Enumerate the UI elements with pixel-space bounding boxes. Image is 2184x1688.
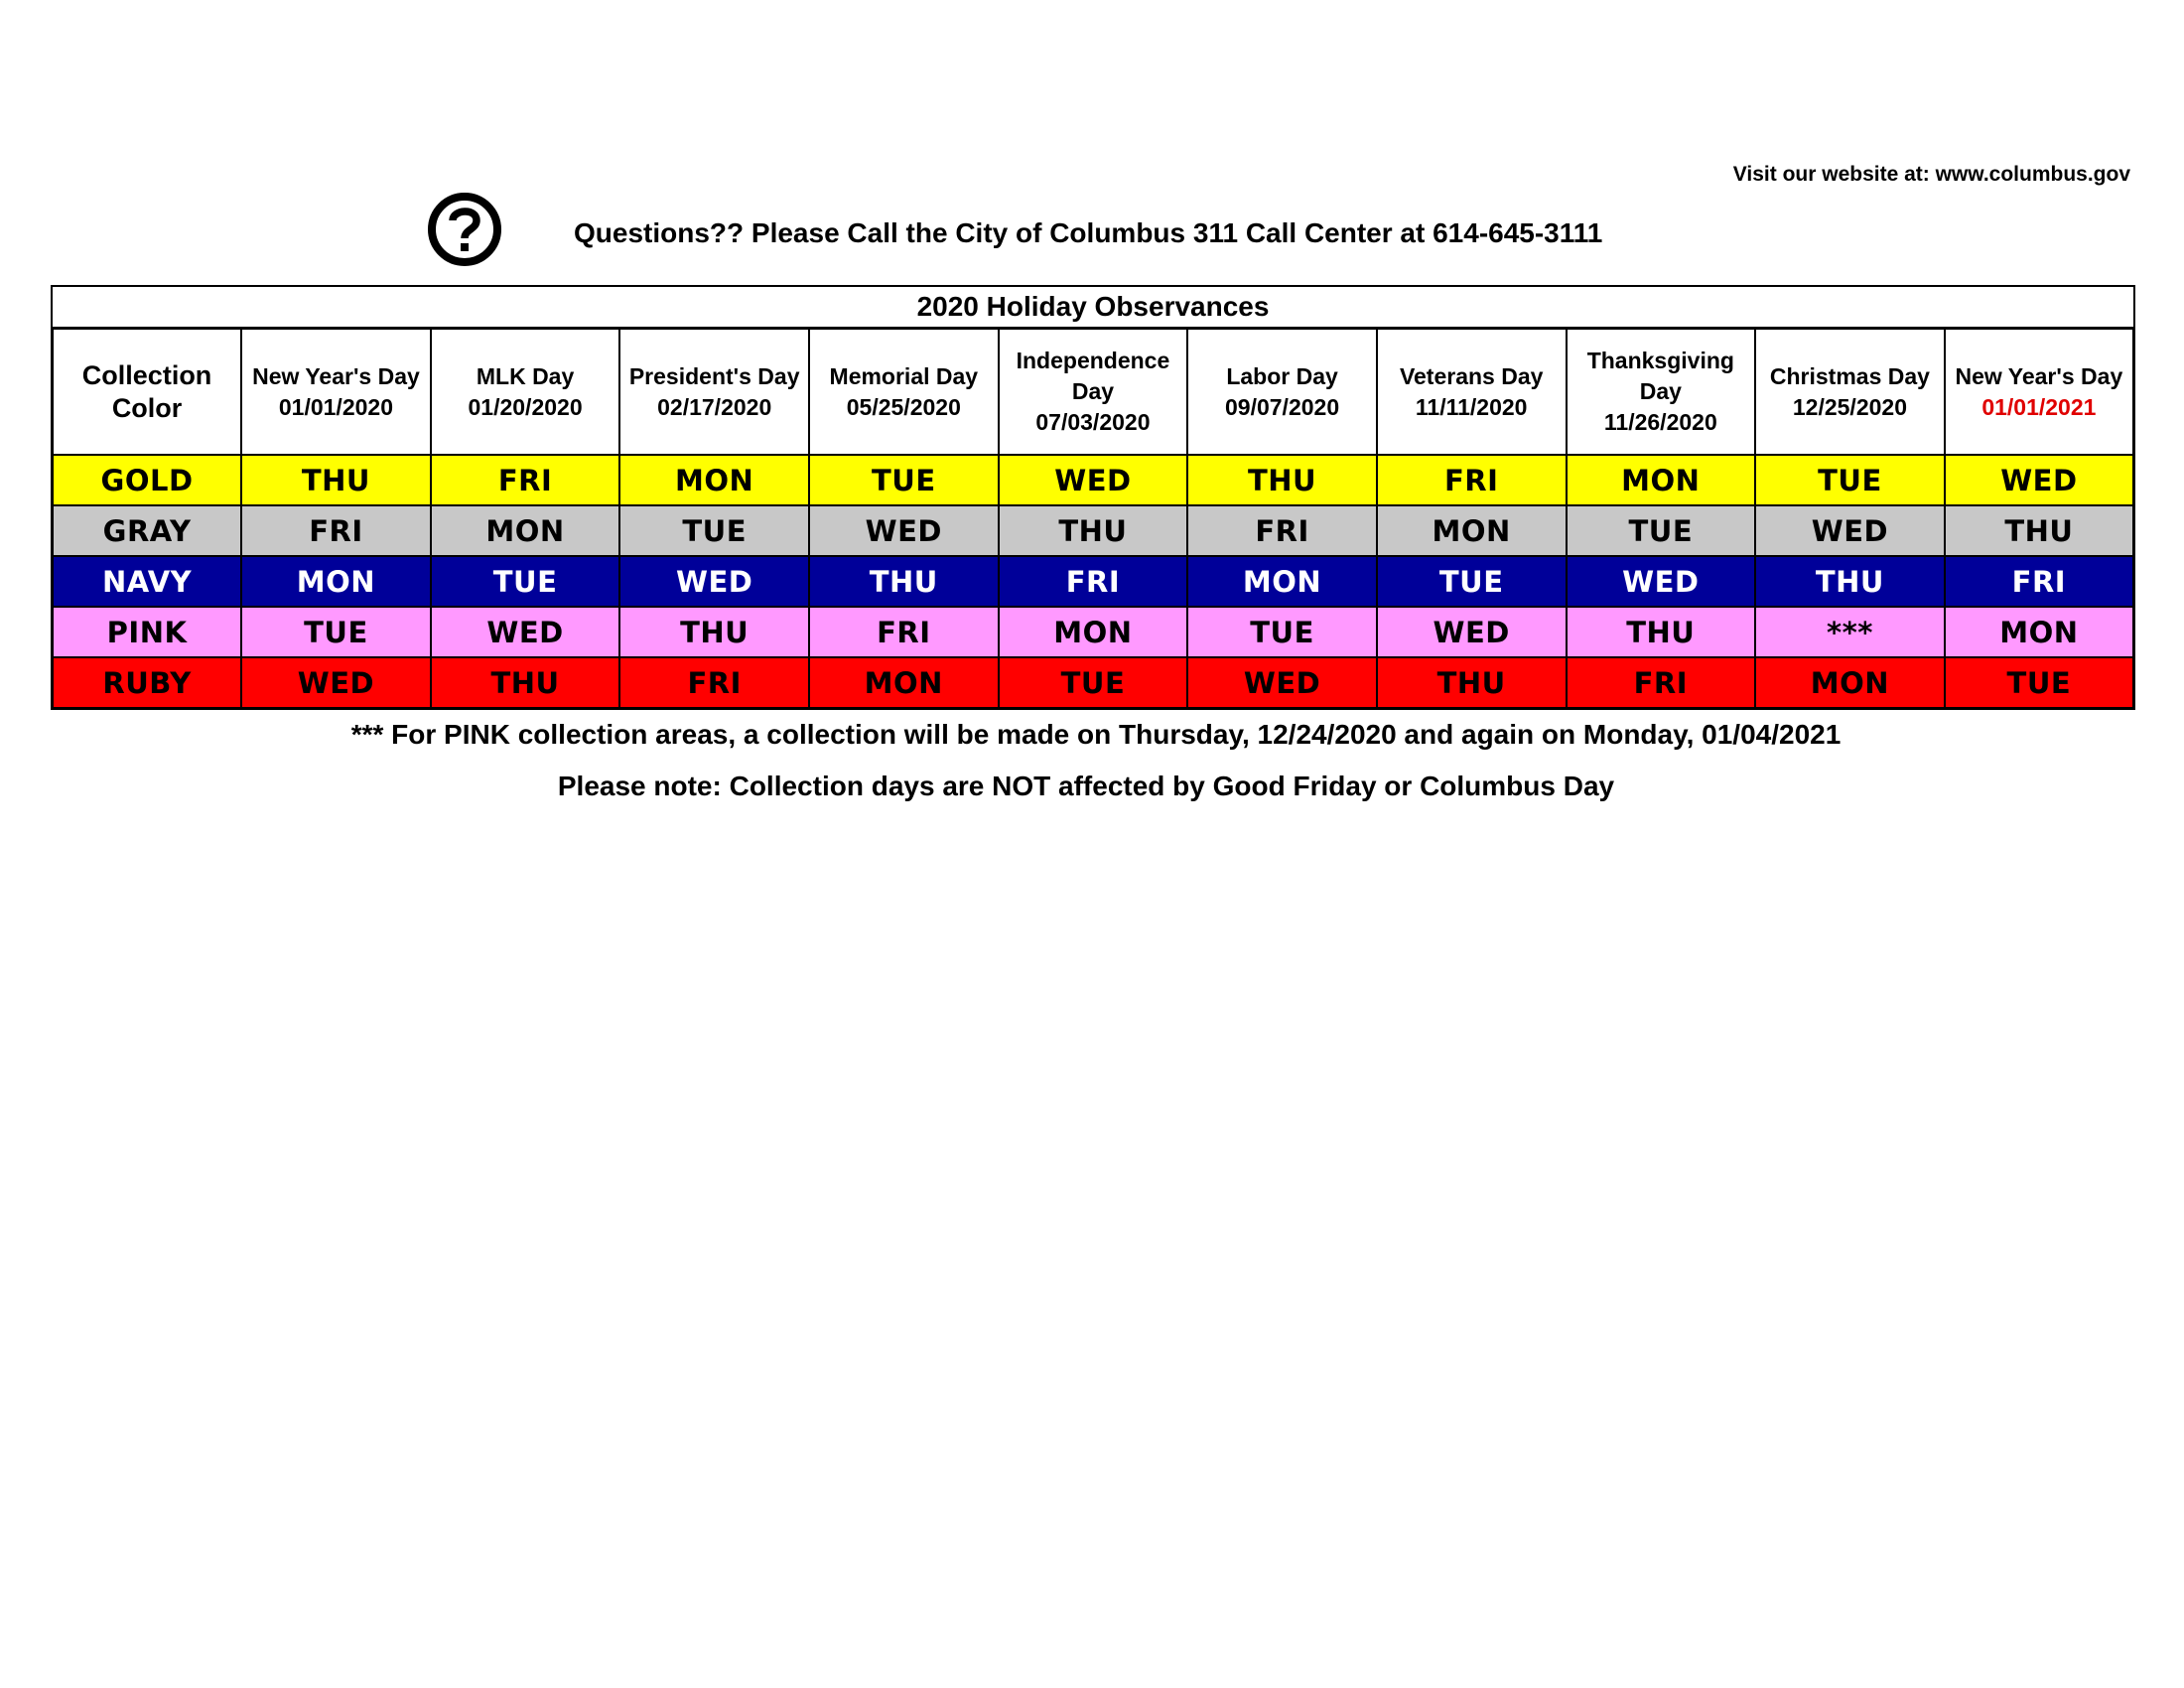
- table-title: 2020 Holiday Observances: [51, 285, 2135, 327]
- collection-day-cell: WED: [241, 657, 431, 709]
- collection-day-cell: TUE: [1755, 455, 1945, 505]
- collection-color-cell: NAVY: [53, 556, 242, 607]
- holiday-name: Thanksgiving: [1586, 348, 1734, 373]
- collection-day-cell: FRI: [999, 556, 1188, 607]
- table-row: [53, 505, 2134, 556]
- table-row: [53, 657, 2134, 709]
- holiday-date: 01/20/2020: [468, 393, 583, 420]
- holiday-header: [431, 329, 620, 456]
- collection-day-cell: THU: [809, 556, 999, 607]
- collection-day-cell: MON: [999, 607, 1188, 657]
- collection-color-cell: RUBY: [53, 657, 242, 709]
- holiday-header: [809, 329, 999, 456]
- collection-day-cell: WED: [1377, 607, 1567, 657]
- collection-day-cell: FRI: [1945, 556, 2134, 607]
- collection-day-cell: TUE: [1377, 556, 1567, 607]
- collection-day-cell: THU: [1567, 607, 1756, 657]
- collection-day-cell: MON: [1377, 505, 1567, 556]
- holiday-name: Christmas Day: [1769, 362, 1930, 389]
- table-row: [53, 455, 2134, 505]
- collection-day-cell: WED: [1187, 657, 1377, 709]
- holiday-name: President's Day: [628, 362, 800, 389]
- holiday-schedule: [51, 285, 2135, 710]
- holiday-header: [619, 329, 809, 456]
- holiday-name: Veterans Day: [1399, 362, 1544, 389]
- collection-day-cell: THU: [1187, 455, 1377, 505]
- website-link[interactable]: Visit our website at: www.columbus.gov: [1732, 163, 2130, 186]
- holiday-name: Day: [1071, 378, 1115, 404]
- collection-day-cell: FRI: [241, 505, 431, 556]
- holiday-date: 01/01/2020: [278, 393, 393, 420]
- collection-day-cell: WED: [809, 505, 999, 556]
- collection-day-cell: MON: [619, 455, 809, 505]
- pink-collection-note: *** For PINK collection areas, a collection will be made on Thursday, 12/24/2020 and again on Monday, 01/04/2021: [350, 719, 1842, 750]
- collection-day-cell: MON: [431, 505, 620, 556]
- collection-color-cell: GOLD: [53, 455, 242, 505]
- holiday-name: Independence: [1016, 348, 1170, 373]
- collection-day-cell: THU: [619, 607, 809, 657]
- collection-day-cell: THU: [1755, 556, 1945, 607]
- collection-color-header-line2: Color: [111, 392, 183, 423]
- holiday-name: Memorial Day: [829, 362, 979, 389]
- holiday-header: [1755, 329, 1945, 456]
- collection-color-header: [53, 329, 242, 456]
- table-row: [53, 556, 2134, 607]
- collection-day-cell: TUE: [619, 505, 809, 556]
- collection-day-cell: THU: [999, 505, 1188, 556]
- collection-day-cell: TUE: [1945, 657, 2134, 709]
- holiday-date: 09/07/2020: [1225, 393, 1340, 420]
- holiday-header: [1377, 329, 1567, 456]
- collection-day-cell: FRI: [1187, 505, 1377, 556]
- collection-day-cell: FRI: [619, 657, 809, 709]
- collection-color-header-line1: Collection: [81, 359, 212, 390]
- collection-day-cell: WED: [1945, 455, 2134, 505]
- collection-color-cell: GRAY: [53, 505, 242, 556]
- holiday-name: Labor Day: [1226, 362, 1338, 389]
- collection-day-cell: WED: [1567, 556, 1756, 607]
- collection-day-cell: MON: [809, 657, 999, 709]
- collection-day-cell: MON: [1567, 455, 1756, 505]
- collection-day-cell: THU: [1377, 657, 1567, 709]
- collection-day-cell: MON: [1187, 556, 1377, 607]
- collection-day-cell: THU: [241, 455, 431, 505]
- collection-day-cell: TUE: [431, 556, 620, 607]
- collection-day-cell: FRI: [1567, 657, 1756, 709]
- holiday-name: New Year's Day: [1955, 362, 2123, 389]
- table-body: [53, 455, 2134, 709]
- holiday-date: 05/25/2020: [846, 393, 961, 420]
- holiday-date: 11/11/2020: [1415, 393, 1528, 420]
- collection-day-cell: WED: [999, 455, 1188, 505]
- holiday-header: [1945, 329, 2134, 456]
- collection-day-cell: FRI: [809, 607, 999, 657]
- holiday-name: New Year's Day: [252, 362, 420, 389]
- table-row: [53, 607, 2134, 657]
- collection-day-cell: WED: [431, 607, 620, 657]
- holiday-date: 07/03/2020: [1035, 409, 1151, 435]
- collection-day-cell: FRI: [1377, 455, 1567, 505]
- holiday-header: [241, 329, 431, 456]
- collection-day-cell: MON: [241, 556, 431, 607]
- questions-call-center: Questions?? Please Call the City of Columbus 311 Call Center at 614-645-3111: [574, 217, 1603, 248]
- collection-day-cell: ***: [1755, 607, 1945, 657]
- collection-day-cell: FRI: [431, 455, 620, 505]
- collection-day-cell: MON: [1945, 607, 2134, 657]
- collection-day-cell: TUE: [999, 657, 1188, 709]
- holiday-name: MLK Day: [476, 362, 575, 389]
- holiday-date: 11/26/2020: [1603, 409, 1717, 435]
- collection-day-cell: WED: [619, 556, 809, 607]
- good-friday-note: Please note: Collection days are NOT affected by Good Friday or Columbus Day: [557, 771, 1615, 801]
- collection-color-cell: PINK: [53, 607, 242, 657]
- collection-day-cell: TUE: [1567, 505, 1756, 556]
- collection-day-cell: THU: [1945, 505, 2134, 556]
- collection-day-cell: TUE: [809, 455, 999, 505]
- holiday-date: 02/17/2020: [657, 393, 772, 420]
- holiday-date: 01/01/2021: [1981, 393, 2097, 420]
- question-circle-icon: [427, 192, 502, 267]
- holiday-name: Day: [1639, 378, 1682, 404]
- collection-day-cell: MON: [1755, 657, 1945, 709]
- collection-day-cell: TUE: [241, 607, 431, 657]
- holiday-header: [1187, 329, 1377, 456]
- collection-day-cell: THU: [431, 657, 620, 709]
- holiday-table: [51, 327, 2135, 710]
- collection-day-cell: TUE: [1187, 607, 1377, 657]
- holiday-date: 12/25/2020: [1792, 393, 1907, 420]
- collection-day-cell: WED: [1755, 505, 1945, 556]
- holiday-header: [1567, 329, 1756, 456]
- holiday-header: [999, 329, 1188, 456]
- table-header-row: [53, 329, 2134, 456]
